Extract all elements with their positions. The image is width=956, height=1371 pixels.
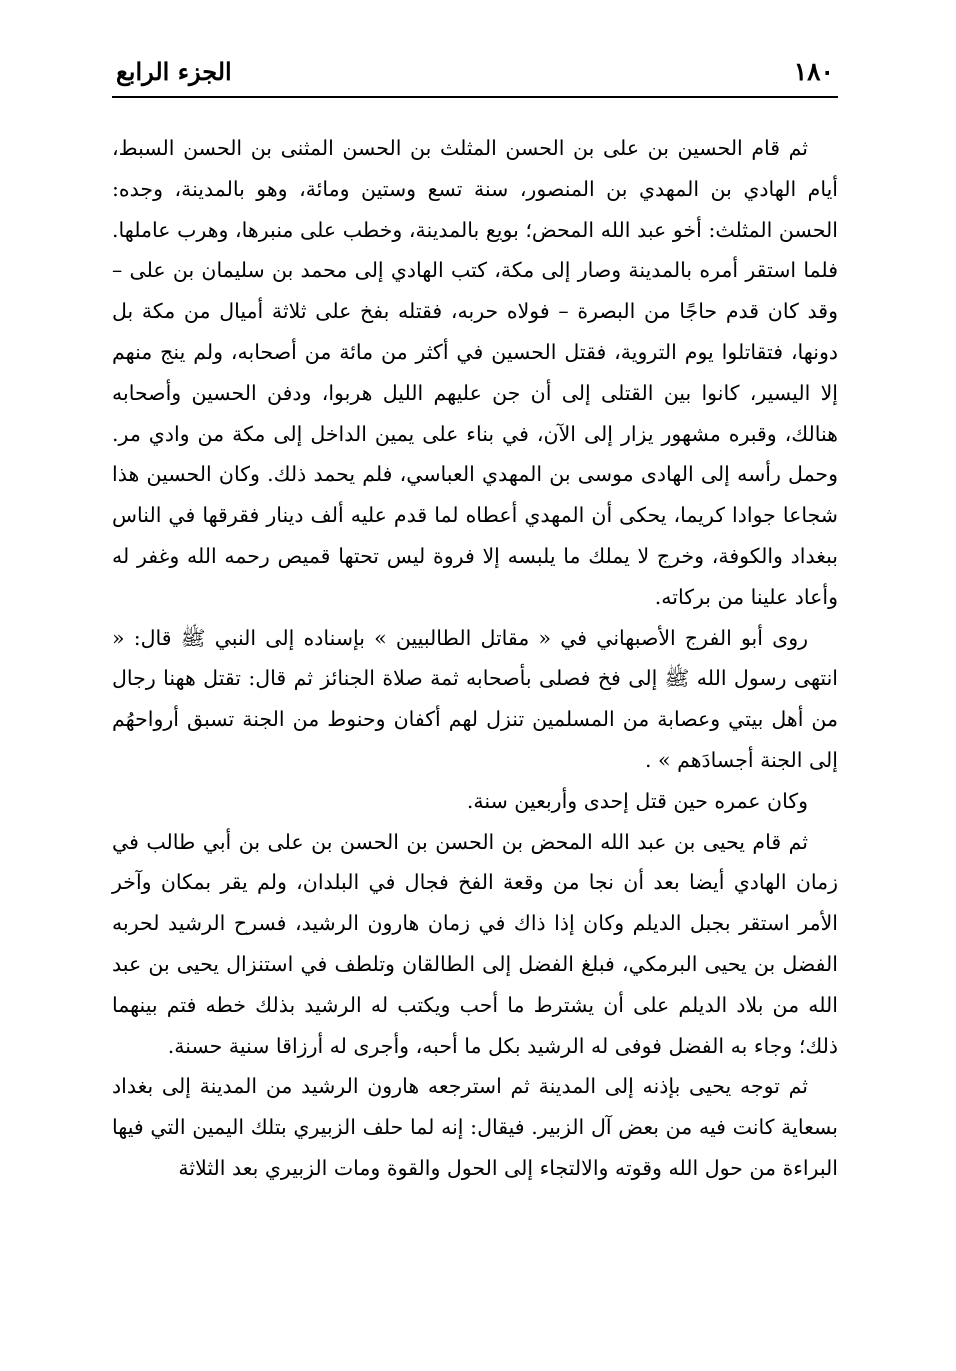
page-number: ١٨٠ — [793, 57, 834, 86]
paragraph-age-at-death: وكان عمره حين قتل إحدى وأربعين سنة. — [466, 788, 808, 813]
part-title: الجزء الرابع — [116, 57, 232, 86]
book-page — [112, 50, 838, 1330]
body-text — [112, 128, 838, 1189]
running-header — [112, 50, 838, 98]
paragraph-abu-faraj-narration: روى أبو الفرج الأصبهاني في « مقاتل الطالبيين » بإسناده إلى النبي ﷺ قال: « انتهى رسول الله ﷺ إلى فخ فصلى بأصحابه ثمة صلاة الجنائز ثم قال: تقتل ههنا رجال من أهل بيتي وعصابة من المسلمين تنزل لهم أكفان وحنوط من الجنة تسبق أرواحهُم إلى الجنة أجسادَهم » . — [112, 625, 838, 772]
paragraph-husayn-revolt: ثم قام الحسين بن على بن الحسن المثلث بن الحسن المثنى بن الحسن السبط، أيام الهادي بن المهدي بن المنصور، سنة تسع وستين ومائة، وهو بالمدينة، وجده: الحسن المثلث: أخو عبد الله المحض؛ بويع بالمدينة، وخطب على منبرها، وهرب عاملها. فلما استقر أمره بالمدينة وصار إلى مكة، كتب الهادي إلى محمد بن سليمان بن على – وقد كان قدم حاجًا من البصرة – فولاه حربه، فقتله بفخ على ثلاثة أميال من مكة بل دونها، فتقاتلوا يوم التروية، فقتل الحسين في أكثر من مائة من أصحابه، ولم ينج منهم إلا اليسير، كانوا بين القتلى إلى أن جن عليهم الليل هربوا، ودفن الحسين وأصحابه هنالك، وقبره مشهور يزار إلى الآن، في بناء على يمين الداخل إلى مكة من وادي مر. وحمل رأسه إلى الهادى موسى بن المهدي العباسي، فلم يحمد ذلك. وكان الحسين هذا شجاعا جوادا كريما، يحكى أن المهدي أعطاه لما قدم عليه ألف دينار فقرقها في الناس ببغداد والكوفة، وخرج لا يملك ما يلبسه إلا فروة ليس تحتها قميص رحمه الله وغفر له وأعاد علينا من بركاته. — [112, 136, 838, 609]
paragraph-yahya-revolt: ثم قام يحيى بن عبد الله المحض بن الحسن بن الحسن بن على بن أبي طالب في زمان الهادي أيضا بعد أن نجا من وقعة الفخ فجال في البلدان، ولم يقر بمكان وآخر الأمر استقر بجبل الديلم وكان إذا ذاك في زمان هارون الرشيد، فسرح الرشيد لحربه الفضل بن يحيى البرمكي، فبلغ الفضل إلى الطالقان وتلطف في استنزال يحيى بن عبد الله من بلاد الديلم على أن يشترط ما أحب ويكتب له الرشيد بذلك خطه فتم بينهما ذلك؛ وجاء به الفضل فوفى له الرشيد بكل ما أحبه، وأجرى له أرزاقا سنية حسنة. — [112, 829, 838, 1058]
paragraph-yahya-baghdad: ثم توجه يحيى بإذنه إلى المدينة ثم استرجعه هارون الرشيد من المدينة إلى بغداد بسعاية كانت فيه من بعض آل الزبير. فيقال: إنه لما حلف الزبيري بتلك اليمين التي فيها البراءة من حول الله وقوته والالتجاء إلى الحول والقوة ومات الزبيري بعد الثلاثة — [112, 1074, 838, 1180]
